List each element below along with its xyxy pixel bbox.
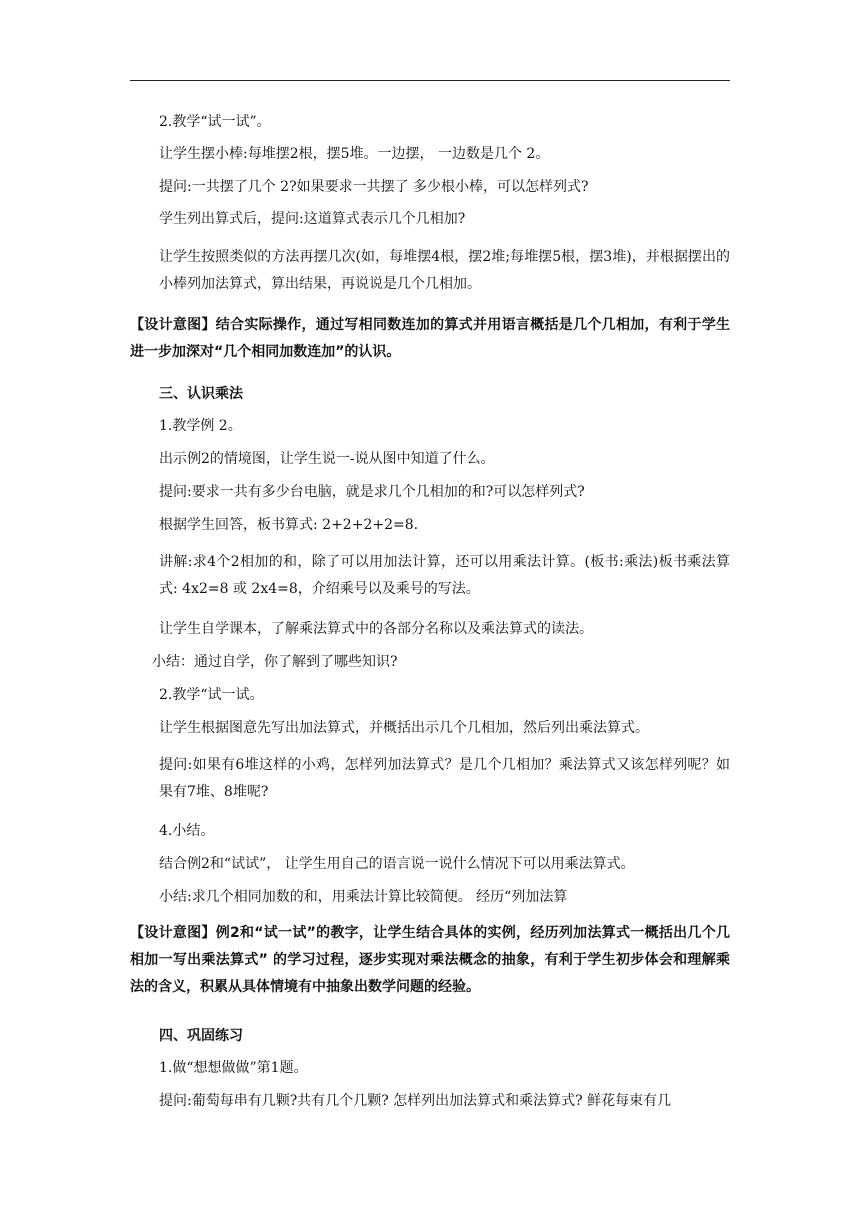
paragraph: 2.教学“试一试。: [159, 687, 264, 703]
paragraph: 小结：通过自学，你了解到了哪些知识?: [152, 654, 398, 670]
design-intent-paragraph: 【设计意图】结合实际操作，通过写相同数连加的算式并用语言概括是几个几相加，有利于学生进一步加深对“几个相同加数连加”的认识。: [130, 317, 730, 360]
paragraph: 让学生自学课本，了解乘法算式中的各部分名称以及乘法算式的读法。: [159, 621, 593, 637]
paragraph: 提问:如果有6堆这样的小鸡，怎样列加法算式？是几个几相加？乘法算式又该怎样列呢？如果有7堆、8堆呢?: [159, 757, 730, 800]
paragraph: 让学生按照类似的方法再摆几次(如，每堆摆4根，摆2堆;每堆摆5根，摆3堆)，并根据摆出的小棒列加法算式，算出结果，再说说是几个几相加。: [159, 249, 730, 292]
paragraph: 1.教学例 2。: [159, 418, 242, 434]
paragraph: 出示例2的情境图，让学生说一-说从图中知道了什么。: [159, 451, 495, 467]
paragraph: 4.小结。: [159, 823, 215, 839]
paragraph: 1.做“想想做做”第1题。: [159, 1060, 308, 1076]
paragraph: 提问:一共摆了几个 2?如果要求一共摆了 多少根小棒，可以怎样列式?: [159, 179, 589, 195]
paragraph: 提问:葡萄每串有几颗?共有几个几颗? 怎样列出加法算式和乘法算式? 鲜花每束有几: [159, 1093, 672, 1109]
paragraph: 让学生根据图意先写出加法算式，并概括出示几个几相加，然后列出乘法算式。: [159, 720, 649, 736]
design-intent-paragraph: 【设计意图】例2和“试一试”的教字，让学生结合具体的实例，经历列加法算式一概括出几个几相加一写出乘法算式” 的学习过程，逐步实现对乘法概念的抽象，有利于学生初步体会和理解乘法的含义，积累从具体情境有中抽象出数学问题的经验。: [130, 925, 730, 995]
paragraph: 根据学生回答，板书算式: 2+2+2+2=8.: [159, 517, 419, 533]
paragraph: 结合例2和“试试”， 让学生用自己的语言说一说什么情况下可以用乘法算式。: [159, 856, 635, 872]
section-heading: 四、巩固练习: [159, 1028, 243, 1044]
paragraph: 2.教学“试一试”。: [159, 114, 271, 130]
section-heading: 三、认识乘法: [159, 386, 243, 402]
paragraph: 让学生摆小棒:每堆摆2根，摆5堆。一边摆， 一边数是几个 2。: [159, 146, 550, 162]
paragraph: 小结:求几个相同加数的和，用乘法计算比较简便。 经历“列加法算: [159, 889, 568, 905]
paragraph: 学生列出算式后，提问:这道算式表示几个几相加?: [159, 211, 466, 227]
paragraph: 提问:要求一共有多少台电脑，就是求几个几相加的和?可以怎样列式?: [159, 484, 585, 500]
header-rule: [130, 80, 730, 81]
paragraph: 讲解:求4个2相加的和，除了可以用加法计算，还可以用乘法计算。(板书:乘法)板书乘法算式: 4x2=8 或 2x4=8，介绍乘号以及乘号的写法。: [159, 554, 730, 597]
